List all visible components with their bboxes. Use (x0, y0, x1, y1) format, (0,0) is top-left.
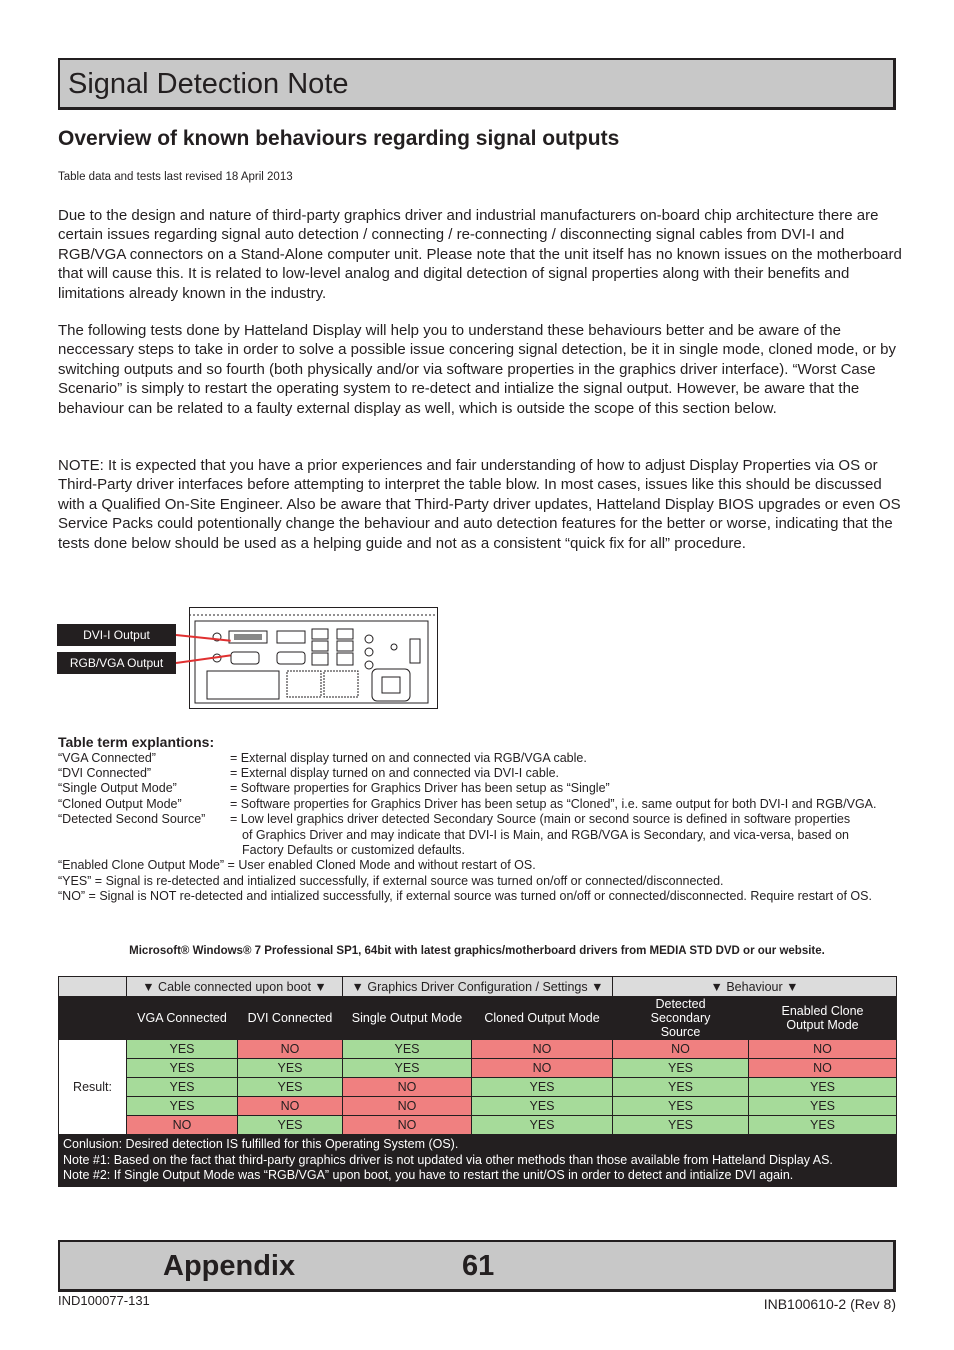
result-cell: YES (749, 1116, 897, 1135)
table-row (59, 1059, 897, 1078)
table-row (59, 1097, 897, 1116)
result-cell: NO (127, 1116, 238, 1135)
term-value: = External display turned on and connected via DVI-I cable. (230, 766, 560, 780)
conclusion-note: Conlusion: Desired detection IS fulfilled for this Operating System (OS). (63, 1137, 459, 1151)
result-cell: NO (238, 1097, 343, 1116)
result-cell: YES (343, 1040, 472, 1059)
result-cell: NO (343, 1078, 472, 1097)
term-key: “DVI Connected” (58, 766, 152, 780)
term-continuation: of Graphics Driver and may indicate that DVI-I is Main, and RGB/VGA is Secondary, and vica-versa, based on (242, 828, 849, 842)
result-cell: YES (613, 1116, 749, 1135)
result-cell: NO (749, 1059, 897, 1078)
document-id-left: IND100077-131 (58, 1293, 150, 1308)
result-cell: YES (127, 1040, 238, 1059)
group-header-behaviour: ▼ Behaviour ▼ (613, 977, 897, 997)
term-value: = External display turned on and connected via RGB/VGA cable. (230, 751, 587, 765)
table-notes (59, 1135, 897, 1187)
result-cell: NO (749, 1040, 897, 1059)
result-cell: YES (127, 1078, 238, 1097)
section-heading: Overview of known behaviours regarding signal outputs (58, 127, 620, 150)
footer-bar (58, 1240, 896, 1292)
rear-panel-diagram (189, 607, 438, 709)
result-cell: YES (343, 1059, 472, 1078)
term-value: = Software properties for Graphics Driver has been setup as “Single” (230, 781, 610, 795)
result-cell: YES (238, 1059, 343, 1078)
column-header: Enabled Clone Output Mode (749, 997, 897, 1040)
test-environment-caption: Microsoft® Windows® 7 Professional SP1, 64bit with latest graphics/motherboard drivers from MEDIA STD DVD or our website. (129, 945, 825, 957)
result-cell: NO (613, 1040, 749, 1059)
note-1: Note #1: Based on the fact that third-party graphics driver is not updated via other methods than those available from Hatteland Display AS. (63, 1152, 833, 1167)
result-cell: YES (472, 1097, 613, 1116)
table-notes-row (59, 1135, 897, 1187)
term-continuation: Factory Defaults or customized defaults. (242, 843, 466, 857)
result-cell: NO (472, 1059, 613, 1078)
term-key: “Cloned Output Mode” (58, 797, 182, 811)
note-2: Note #2: If Single Output Mode was “RGB/VGA” upon boot, you have to restart the unit/OS in order to detect and intialize DVI again. (63, 1168, 794, 1182)
term-key: “Detected Second Source” (58, 812, 206, 826)
yes-term-line: “YES” = Signal is re-detected and intialized successfully, if external source was turned on/off or connected/disconnected. (58, 874, 724, 888)
table-row (59, 1116, 897, 1135)
table-row (59, 1078, 897, 1097)
page-title: Signal Detection Note (68, 68, 349, 100)
table-row (59, 1040, 897, 1059)
page-title-bar (58, 58, 896, 110)
page-number: 61 (462, 1250, 495, 1282)
result-cell: YES (238, 1116, 343, 1135)
result-row-label: Result: (59, 1040, 127, 1135)
result-cell: YES (127, 1059, 238, 1078)
revised-note: Table data and tests last revised 18 April 2013 (58, 171, 293, 183)
result-cell: YES (127, 1097, 238, 1116)
group-header-driver: ▼ Graphics Driver Configuration / Settings ▼ (343, 977, 613, 997)
result-cell: NO (343, 1097, 472, 1116)
intro-paragraph: Due to the design and nature of third-party graphics driver and industrial manufacturers on-board chip architecture there are certain issues regarding signal auto detection / connecting / re-connecting / disconnecting signal cables from DVI-I and RGB/VGA connectors on a Stand-Alone computer unit. Please note that the unit itself has no known issues on the motherboard that will cause this. It is related to low-level analog and digital detection of signal properties along with their benefits and limitations already known in the industry. (58, 207, 902, 302)
group-header-cable: ▼ Cable connected upon boot ▼ (127, 977, 343, 997)
clone-term-line: “Enabled Clone Output Mode” = User enabled Cloned Mode and without restart of OS. (58, 858, 536, 872)
term-key: “VGA Connected” (58, 751, 156, 765)
document-id-right: INB100610-2 (Rev 8) (763, 1296, 896, 1312)
column-header: DVI Connected (238, 997, 343, 1040)
column-header: Single Output Mode (343, 997, 472, 1040)
result-cell: NO (343, 1116, 472, 1135)
term-value: = Low level graphics driver detected Secondary Source (main or second source is defined in software properties (230, 812, 851, 826)
tests-paragraph: The following tests done by Hatteland Display will help you to understand these behaviours better and be aware of the neccessary steps to take in order to solve a possible issue concering signal detection, be it in single mode, cloned mode, or by switching outputs and so fourth (both physically and/or via software properties in the graphics driver interface). “Worst Case Scenario” is simply to restart the operating system to re-detect and intialize the signal output. However, be aware that the behaviour can be related to a faulty external display as well, which is outside the scope of this section below. (58, 322, 896, 417)
result-cell: YES (613, 1097, 749, 1116)
note-paragraph: NOTE: It is expected that you have a prior experiences and fair understanding of how to adjust Display Properties via OS or Third-Party driver interfaces before attempting to interpret the table blow. In most cases, issues like this should be discussed with a Qualified On-Site Engineer. Also be aware that Third-Party driver updates, Hatteland Display BIOS upgrades or even OS Service Packs could potentionally change the behaviour and auto detection features for the better or worse, indicating that the tests done below should be used as a helping guide and not as a consistent “quick fix for all” procedure. (58, 457, 901, 552)
result-cell: YES (472, 1116, 613, 1135)
dvi-output-label: DVI-I Output (57, 624, 176, 646)
results-table (58, 976, 897, 1187)
result-cell: YES (238, 1078, 343, 1097)
table-corner-cell (59, 997, 127, 1040)
terms-title: Table term explantions: (58, 734, 215, 750)
result-cell: YES (613, 1059, 749, 1078)
result-cell: NO (472, 1040, 613, 1059)
term-key: “Single Output Mode” (58, 781, 177, 795)
result-cell: YES (749, 1078, 897, 1097)
result-cell: NO (238, 1040, 343, 1059)
result-cell: YES (749, 1097, 897, 1116)
term-value: = Software properties for Graphics Driver has been setup as “Cloned”, i.e. same output for both DVI-I and RGB/VGA. (230, 797, 877, 811)
result-cell: YES (613, 1078, 749, 1097)
vga-output-label: RGB/VGA Output (57, 652, 176, 674)
result-cell: YES (472, 1078, 613, 1097)
footer-section-title: Appendix (163, 1250, 296, 1282)
table-corner-cell (59, 977, 127, 997)
no-term-line: “NO” = Signal is NOT re-detected and intialized successfully, if external source was turned on/off or connected/disconnected. Require restart of OS. (58, 889, 872, 903)
column-header: Cloned Output Mode (472, 997, 613, 1040)
column-header: Detected Secondary Source (613, 997, 749, 1040)
column-header: VGA Connected (127, 997, 238, 1040)
